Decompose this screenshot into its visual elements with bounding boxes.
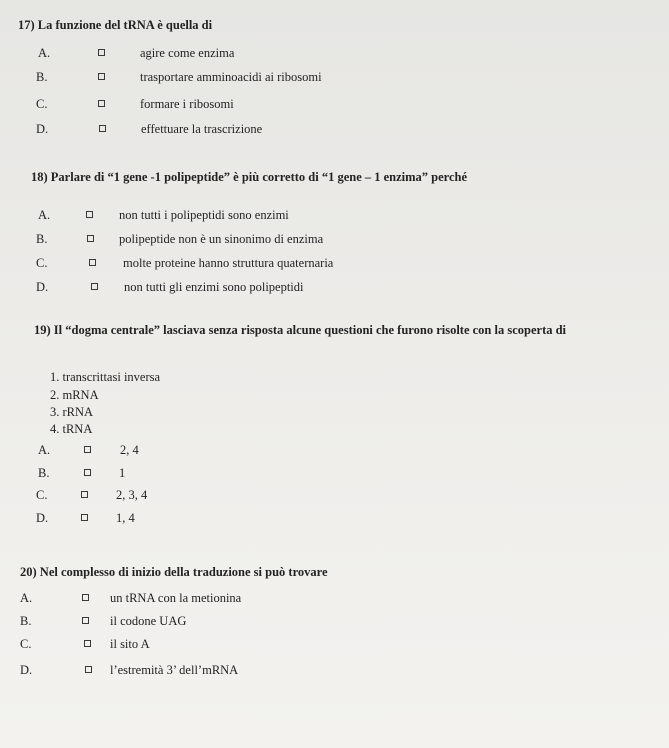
option-letter: A. bbox=[20, 591, 33, 605]
checkbox-icon[interactable] bbox=[86, 211, 93, 218]
option-text: il sito A bbox=[110, 637, 150, 651]
checkbox-icon[interactable] bbox=[99, 125, 106, 132]
option-text: non tutti i polipeptidi sono enzimi bbox=[119, 208, 289, 222]
option-text: un tRNA con la metionina bbox=[110, 591, 242, 605]
option-text: agire come enzima bbox=[140, 46, 235, 60]
option-letter: D. bbox=[36, 122, 49, 136]
checkbox-icon[interactable] bbox=[82, 594, 89, 601]
option-letter: B. bbox=[36, 70, 48, 84]
option-letter: D. bbox=[36, 280, 49, 294]
checkbox-icon[interactable] bbox=[98, 73, 105, 80]
checkbox-icon[interactable] bbox=[84, 640, 91, 647]
option-text: 1 bbox=[119, 466, 126, 480]
checkbox-icon[interactable] bbox=[87, 235, 94, 242]
option-letter: C. bbox=[20, 637, 32, 651]
checkbox-icon[interactable] bbox=[84, 446, 91, 453]
option-letter: D. bbox=[20, 663, 33, 677]
option-text: polipeptide non è un sinonimo di enzima bbox=[119, 232, 324, 246]
option-letter: D. bbox=[36, 511, 49, 525]
q19-item-3: 3. rRNA bbox=[50, 405, 94, 419]
option-text: effettuare la trascrizione bbox=[141, 122, 263, 136]
option-letter: C. bbox=[36, 97, 48, 111]
checkbox-icon[interactable] bbox=[98, 100, 105, 107]
option-text: trasportare amminoacidi ai ribosomi bbox=[140, 70, 322, 84]
option-letter: C. bbox=[36, 488, 48, 502]
option-letter: A. bbox=[38, 443, 51, 457]
option-text: l’estremità 3’ dell’mRNA bbox=[110, 663, 239, 677]
checkbox-icon[interactable] bbox=[85, 666, 92, 673]
option-text: molte proteine hanno struttura quaternaria bbox=[123, 256, 334, 270]
option-text: 1, 4 bbox=[116, 511, 135, 525]
option-text: il codone UAG bbox=[110, 614, 187, 628]
option-letter: C. bbox=[36, 256, 48, 270]
option-letter: A. bbox=[38, 208, 51, 222]
option-text: formare i ribosomi bbox=[140, 97, 234, 111]
checkbox-icon[interactable] bbox=[98, 49, 105, 56]
checkbox-icon[interactable] bbox=[81, 491, 88, 498]
option-letter: A. bbox=[38, 46, 51, 60]
checkbox-icon[interactable] bbox=[81, 514, 88, 521]
checkbox-icon[interactable] bbox=[84, 469, 91, 476]
option-text: 2, 3, 4 bbox=[116, 488, 148, 502]
checkbox-icon[interactable] bbox=[89, 259, 96, 266]
q19-item-1: 1. transcrittasi inversa bbox=[50, 370, 161, 384]
checkbox-icon[interactable] bbox=[91, 283, 98, 290]
option-text: 2, 4 bbox=[120, 443, 139, 457]
q19-item-2: 2. mRNA bbox=[50, 388, 99, 402]
question-19-title: 19) Il “dogma centrale” lasciava senza risposta alcune questioni che furono risolte con la scoperta di bbox=[34, 323, 567, 337]
option-letter: B. bbox=[38, 466, 50, 480]
option-letter: B. bbox=[36, 232, 48, 246]
question-17-title: 17) La funzione del tRNA è quella di bbox=[18, 18, 213, 32]
option-text: non tutti gli enzimi sono polipeptidi bbox=[124, 280, 304, 294]
checkbox-icon[interactable] bbox=[82, 617, 89, 624]
question-18-title: 18) Parlare di “1 gene -1 polipeptide” è più corretto di “1 gene – 1 enzima” perché bbox=[31, 170, 468, 184]
option-letter: B. bbox=[20, 614, 32, 628]
question-20-title: 20) Nel complesso di inizio della traduzione si può trovare bbox=[20, 565, 328, 579]
q19-item-4: 4. tRNA bbox=[50, 422, 93, 436]
